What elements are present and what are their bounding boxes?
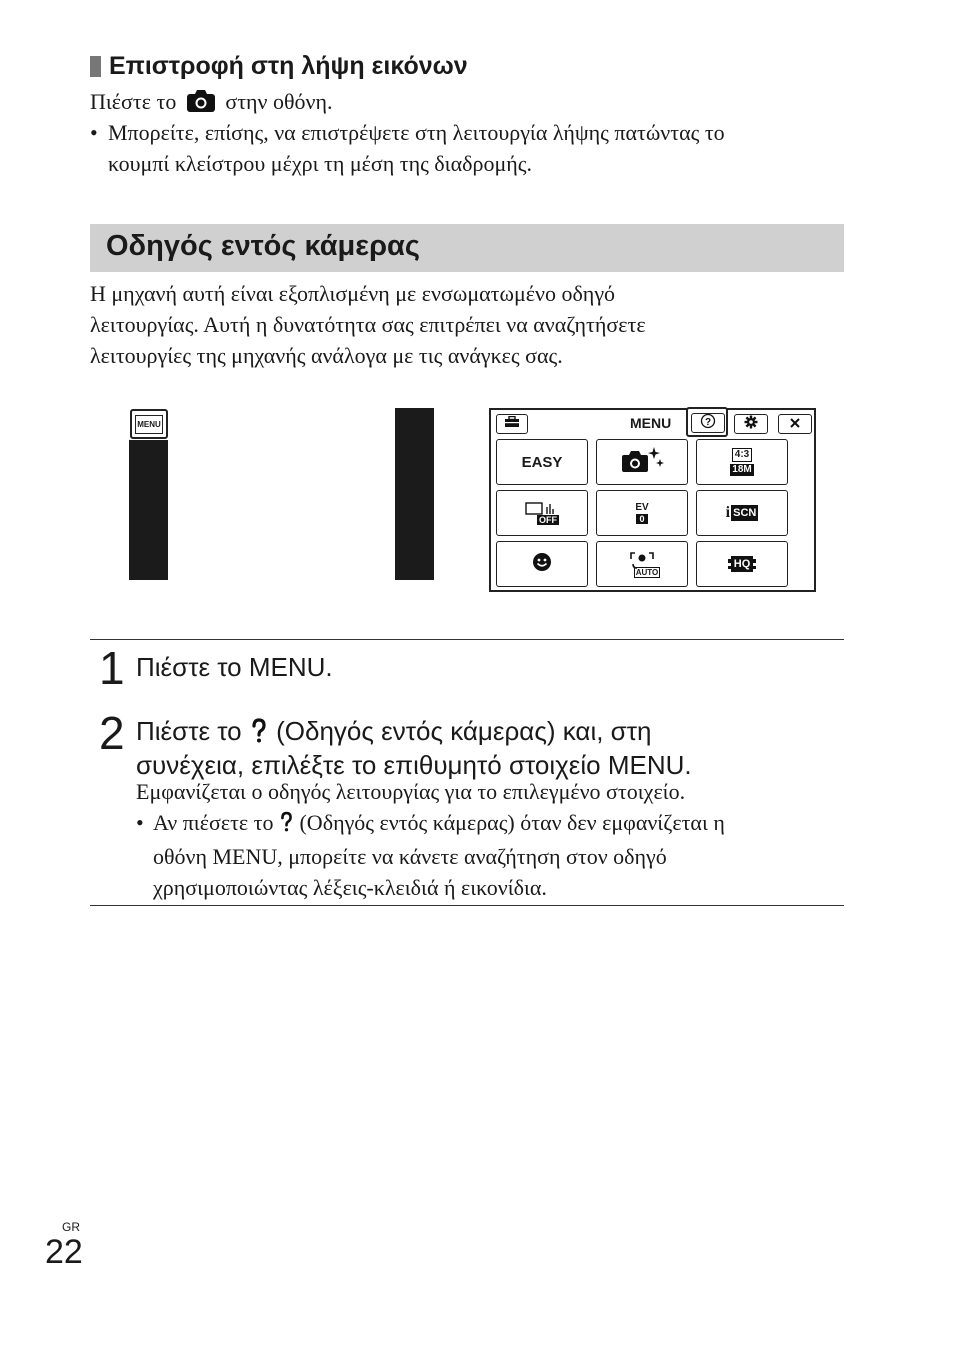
- paragraph-line: Η μηχανή αυτή είναι εξοπλισμένη με ενσωματωμένο οδηγό: [90, 281, 616, 306]
- image-size-label: 18M: [732, 464, 752, 475]
- close-icon: [790, 415, 800, 433]
- smile-shutter-tile[interactable]: [496, 541, 588, 587]
- camera-screen-menu: [489, 408, 816, 592]
- intelligent-icon: i: [725, 504, 731, 521]
- face-detection-icon: [624, 551, 661, 578]
- step-1-text: Πιέστε το MENU.: [136, 652, 333, 682]
- aspect-ratio-label: 4:3: [732, 448, 752, 462]
- screen-image-area: [168, 408, 395, 580]
- steps-top-rule: [90, 639, 844, 640]
- page-number: 22: [45, 1233, 83, 1271]
- section-header-bar: [90, 224, 844, 272]
- step-2-text-before: Πιέστε το: [136, 716, 242, 746]
- step-2-text-after: (Οδηγός εντός κάμερας) και, στη: [276, 716, 652, 746]
- toolbox-icon: [504, 415, 520, 433]
- step-2-note: Εμφανίζεται ο οδηγός λειτουργίας για το επιλεγμένο στοιχείο.: [136, 779, 686, 804]
- close-button[interactable]: [778, 414, 812, 434]
- easy-mode-tile[interactable]: [496, 439, 588, 485]
- hq-label: HQ: [733, 558, 751, 570]
- easy-label: EASY: [521, 453, 563, 471]
- ev-value: 0: [636, 514, 647, 524]
- step-2-line-2: συνέχεια, επιλέξτε το επιθυμητό στοιχείο MENU.: [136, 750, 692, 780]
- ev-label: EV: [635, 502, 649, 513]
- step-2-bullet: [136, 807, 846, 903]
- step-2-bullet-line-1: [153, 807, 846, 841]
- display-off-tile[interactable]: [496, 490, 588, 536]
- step-2-line-1: [136, 716, 846, 750]
- step-number-1: 1: [99, 642, 125, 694]
- section-title: Οδηγός εντός κάμερας: [106, 230, 420, 262]
- smile-icon: [532, 552, 552, 577]
- face-detection-tile[interactable]: [596, 541, 688, 587]
- step-number-2: 2: [99, 707, 125, 759]
- subsection-heading: [90, 52, 468, 81]
- display-histogram-icon: [525, 502, 559, 525]
- bullet-line: Μπορείτε, επίσης, να επιστρέψετε στη λειτουργία λήψης πατώντας το: [108, 120, 725, 145]
- help-question-icon: [280, 810, 293, 841]
- paragraph-line: λειτουργίας. Αυτή η δυνατότητα σας επιτρέπει να αναζητήσετε: [90, 312, 646, 337]
- instruction-text-before: Πιέστε το: [90, 89, 177, 114]
- menu-button-label: MENU: [135, 415, 163, 434]
- help-button[interactable]: [691, 413, 725, 433]
- step-2-bullet-line-2: οθόνη MENU, μπορείτε να κάνετε αναζήτηση στον οδηγό: [153, 844, 667, 869]
- bullet-dot: •: [136, 810, 144, 835]
- subsection-title: Επιστροφή στη λήψη εικόνων: [109, 52, 468, 80]
- off-label: OFF: [539, 514, 557, 525]
- camera-sparkle-icon: [620, 445, 664, 480]
- scene-selection-tile[interactable]: [696, 490, 788, 536]
- instruction-text-after: στην οθόνη.: [225, 89, 333, 114]
- step-2-bullet-line-3: χρησιμοποιώντας λέξεις-κλειδιά ή εικονίδια.: [153, 875, 547, 900]
- menu-button[interactable]: [130, 409, 168, 439]
- steps-bottom-rule: [90, 905, 844, 906]
- instruction-line: [90, 86, 332, 121]
- exposure-tile[interactable]: [596, 490, 688, 536]
- scene-effect-tile[interactable]: [596, 439, 688, 485]
- bullet-text-after: (Οδηγός εντός κάμερας) όταν δεν εμφανίζεται η: [299, 810, 725, 835]
- movie-hq-icon: [728, 556, 757, 572]
- step-2-text: [136, 716, 846, 780]
- auto-label: AUTO: [635, 567, 659, 577]
- help-question-icon: [251, 718, 267, 750]
- bullet-dot: •: [90, 120, 98, 145]
- menu-title: MENU: [630, 415, 672, 431]
- help-icon: [700, 413, 716, 434]
- scn-label: SCN: [733, 507, 757, 519]
- gear-icon: [744, 415, 758, 434]
- settings-button[interactable]: [734, 414, 768, 434]
- bullet-text-before: Αν πιέσετε το: [153, 810, 274, 835]
- toolbox-button[interactable]: [496, 414, 528, 434]
- bullet-item: [90, 117, 858, 179]
- svg-text:?: ?: [704, 416, 712, 428]
- section-paragraph: [90, 278, 844, 371]
- paragraph-line: λειτουργίες της μηχανής ανάλογα με τις ανάγκες σας.: [90, 343, 563, 368]
- image-size-tile[interactable]: [696, 439, 788, 485]
- camera-screen-left: [129, 408, 434, 580]
- language-code: GR: [62, 1220, 80, 1234]
- movie-quality-tile[interactable]: [696, 541, 788, 587]
- bullet-line: κουμπί κλείστρου μέχρι τη μέση της διαδρομής.: [108, 151, 532, 176]
- heading-marker: [90, 56, 101, 77]
